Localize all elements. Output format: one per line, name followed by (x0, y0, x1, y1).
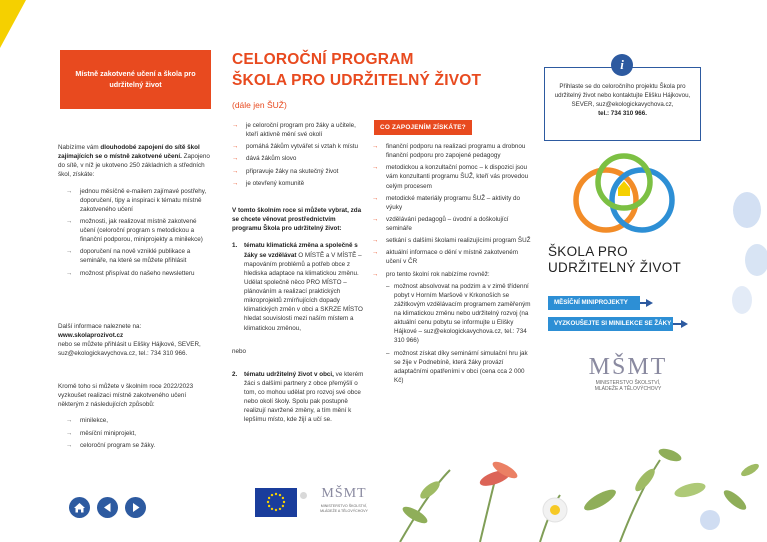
intro-box-text: Místně zakotvené učení a škola pro udržitelný život (75, 69, 196, 89)
arrow-right-icon: → (66, 429, 73, 437)
contact-text: nebo se můžete přihlásit u Elišky Hájkové, SEVER, suz@ekologickavychova.cz, tel.: 734 310 966. (58, 341, 201, 358)
list-item: → celoroční program se žáky. (66, 441, 156, 449)
triangle-right-icon (125, 497, 146, 518)
list-item: → setkání s dalšími školami realizujícími program ŠUŽ (372, 237, 531, 245)
benefits-list (58, 187, 213, 278)
list-item: → připravuje žáky na skutečný život (232, 167, 339, 175)
flowers-illustration (390, 400, 767, 542)
school-logo-graphic (566, 150, 682, 242)
list-item: 1. tématu klimatická změna a společně s žáky se vzdělávat O MÍSTĚ a V MÍSTĚ – mapováním problémů a potřeb obce z hlediska adaptace na klimatickou změnu. Udělat společně něco PRO MÍSTO – plánováním a realizací praktických mikroprojektů zmírňujících dopady klimatických změn v obci a SKRZE MÍSTO hledat souvislosti mezi naším místem a klimatickou změnou, (232, 242, 363, 332)
list-item: → pro tento školní rok nabízíme rovněž: (372, 270, 490, 278)
arrow-right-icon: → (66, 417, 73, 425)
page-title-line2: ŠKOLA PRO UDRŽITELNÝ ŽIVOT (232, 72, 482, 89)
list-item: → finanční podporu na realizaci programu a drobnou finanční podporu pro zapojené pedagogy (372, 143, 526, 160)
msmt-logo: MŠMT MINISTERSTVO ŠKOLSTVÍ, MLÁDEŽE A TĚLOVÝCHOVY (588, 354, 668, 393)
gains-list (372, 142, 532, 279)
options-list-2 (232, 370, 364, 425)
features-list (232, 121, 364, 188)
home-icon (69, 497, 90, 518)
corner-decoration (0, 0, 26, 48)
page-subtitle: (dále jen ŠUŽ) (232, 100, 287, 110)
school-logo-text: ŠKOLA PRO UDRŽITELNÝ ŽIVOT (548, 244, 682, 275)
list-item: – možnost absolvovat na podzim a v zimě třídenní pobyt v Horním Maršově v Krkonoších se zážitkovým vzdělávacím programem zaměřeným na klimatickou změnu nebo udržitelný rozvoj (na aktuální cenu pobytu se informujte u Elišky Hájkové – suz@ekologickavychova.cz, tel.: 734 310 966) (386, 282, 531, 345)
arrow-right-icon: → (372, 194, 379, 202)
list-item: → minilekce, (66, 417, 108, 425)
triangle-left-icon (97, 497, 118, 518)
website-link[interactable]: www.skolaprozivot.cz (58, 332, 124, 340)
arrow-right-icon: → (66, 248, 73, 256)
arrow-right-icon (646, 299, 653, 307)
mini-projects-button[interactable]: MĚSÍČNÍ MINIPROJEKTY (548, 296, 640, 310)
or-text: nebo (232, 347, 247, 355)
arrow-right-icon: → (372, 249, 379, 257)
arrow-right-icon: → (232, 179, 239, 187)
ways-block (58, 382, 213, 453)
arrow-right-icon: → (66, 269, 73, 277)
list-item: → metodické materiály programu ŠUŽ – aktivity do výuky (372, 194, 521, 211)
options-question: V tomto školním roce si můžete vybrat, zda se chcete věnovat prostřednictvím programu Škola pro udržitelný život: (232, 207, 362, 233)
arrow-right-icon: → (66, 187, 73, 195)
more-info-block (58, 322, 213, 359)
arrow-right-icon: → (232, 167, 239, 175)
gains-block (372, 142, 532, 385)
eu-fund-emblem (300, 492, 307, 499)
list-item: → možnost přispívat do našeho newsletteru (66, 269, 195, 277)
list-item: → aktuální informace o dění v místně zakotveném učení v ČR (372, 249, 518, 266)
mini-lessons-button[interactable]: VYZKOUŠEJTE SI MINILEKCE SE ŽÁKY (548, 317, 673, 331)
ways-paragraph: Kromě toho si můžete v školním roce 2022/2023 vyzkoušet realizaci místně zakotveného učení některým z následujících způsobů: (58, 383, 194, 409)
list-item: → možnosti, jak realizovat místně zakotvené učení (celoroční program s metodickou a finanční podporou, miniprojekty a minilekce) (66, 217, 203, 244)
list-item: → je celoroční program pro žáky a učitele, kteří aktivně mění své okolí (232, 122, 356, 139)
list-item: → je otevřený komunitě (232, 179, 305, 187)
arrow-right-icon: → (372, 143, 379, 150)
network-paragraph: Nabízíme vám dlouhodobé zapojení do sítě škol zajímajících se o místně zakotvené učení. Zapojeno do sítě, v níž je ukotveno 250 základních a středních škol, získáte: (58, 144, 210, 179)
list-item: → dává žákům slovo (232, 155, 297, 163)
arrow-right-icon: → (232, 122, 239, 129)
info-phone: tel.: 734 310 966. (598, 109, 647, 117)
page-title: CELOROČNÍ PROGRAM (232, 51, 414, 68)
arrow-right-icon: → (66, 217, 73, 225)
list-item: → jednou měsíčně e-mailem zajímavé postřehy, doporučení, tipy a inspiraci k tématu místně zakotveného učení (66, 187, 207, 213)
list-item: – možnost získat díky seminární simulační hru jak se žije v Podnebíně, která žáky provází adaptačními opatřeními v obci (cena cca 2 000 Kč) (386, 349, 528, 384)
next-page-button[interactable] (125, 497, 146, 518)
arrow-right-icon (681, 320, 688, 328)
arrow-right-icon: → (372, 164, 379, 172)
home-button[interactable] (69, 497, 90, 518)
arrow-right-icon: → (66, 441, 73, 449)
info-icon: i (611, 54, 633, 76)
options-list (232, 241, 364, 332)
arrow-right-icon: → (372, 215, 379, 223)
ways-list (58, 416, 213, 449)
list-item: → metodickou a konzultační pomoc – k dispozici jsou vám konzultanti programu ŠUŽ, kteří vás provedou celým procesem (372, 164, 529, 190)
side-flowers-illustration (712, 190, 767, 320)
list-item: → měsíční miniprojekt, (66, 429, 136, 437)
features-block (232, 121, 364, 191)
list-item: → vzdělávání pedagogů – úvodní a doškolující semináře (372, 215, 509, 232)
contact-info-box (544, 67, 701, 141)
options-block (232, 206, 364, 425)
gains-heading: CO ZAPOJENÍM ZÍSKÁTE? (374, 120, 472, 135)
info-text: Přihlaste se do celoročního projektu Škola pro udržitelný život nebo kontaktujte Elišku Hájkovou, SEVER, suz@ekologickavychova.cz, (554, 83, 691, 108)
msmt-logo-small: MŠMT MINISTERSTVO ŠKOLSTVÍ, MLÁDEŽE A TĚLOVÝCHOVY (320, 486, 368, 513)
more-info-label: Další informace naleznete na: (58, 323, 142, 330)
sub-gains-list (372, 282, 532, 385)
list-item: 2. tématu udržitelný život v obci, ve kterém žáci s dalšími partnery z obce přemýšlí o tom, co mohou udělat pro rozvoj své obce nebo okolí školy. Spolu pak postupně realizují navržené změny, a tím mění k lepšímu místo, kde žijí a učí se. (232, 370, 364, 424)
list-item: → doporučení na nově vzniklé publikace a semináře, na které se můžete přihlásit (66, 248, 191, 265)
arrow-right-icon: → (232, 143, 239, 151)
arrow-right-icon: → (372, 237, 379, 245)
intro-box (60, 50, 211, 109)
arrow-right-icon: → (372, 270, 379, 278)
previous-page-button[interactable] (97, 497, 118, 518)
left-column (58, 143, 213, 281)
list-item: → pomáhá žákům vytvářet si vztah k místu (232, 143, 358, 151)
arrow-right-icon: → (232, 155, 239, 163)
eu-flag-logo (255, 488, 297, 517)
